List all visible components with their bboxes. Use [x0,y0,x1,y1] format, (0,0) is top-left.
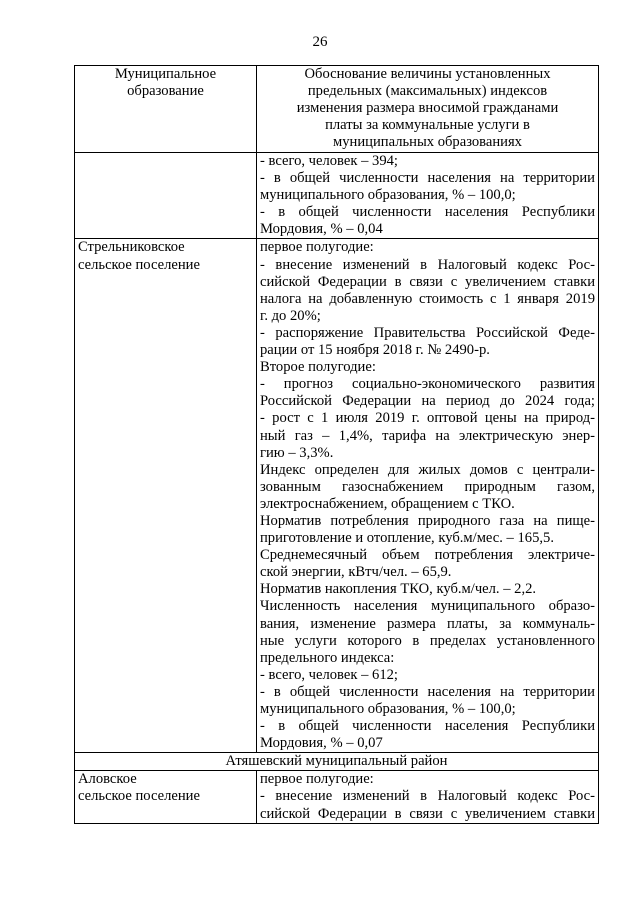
text-line: - в общей численности населения Республики [260,718,595,735]
table-row [75,239,599,753]
text-line: г. до 20%; [260,307,321,324]
text-line: - прогноз социально-экономического развития [260,376,595,393]
text-line: ные услуги которого в пределах установленного [260,632,595,649]
text-line: муниципального образования, % – 100,0; [260,701,516,717]
text-line: Российской Федерации на период до 2024 года; [260,393,595,410]
text-line: - всего, человек – 612; [260,666,398,683]
page-number: 26 [312,34,328,50]
text-line: налога на добавленную стоимость с 1 января 2019 [260,290,595,307]
text-line: ской энергии, кВтч/чел. – 65,9. [260,564,452,581]
text-line: Норматив накопления ТКО, куб.м/чел. – 2,2. [260,581,537,598]
district-heading: Атяшевский муниципальный район [75,753,599,771]
header-justification-line: муниципальных образованиях [333,134,522,151]
text-line: электроснабжением, обращением с ТКО. [260,495,515,512]
header-justification-line: предельных (максимальных) индексов [307,83,548,100]
header-justification [257,66,599,153]
text-line: - в общей численности населения Республики [260,204,595,221]
text-line: Индекс определен для жилых домов с централи- [260,461,595,478]
text-line: зованным газоснабжением природным газом, [260,478,595,495]
text-line: - распоряжение Правительства Российской Феде- [260,324,595,341]
justification-table [74,65,599,824]
text-line: Второе полугодие: [260,359,376,376]
text-line: - в общей численности населения на территории [260,683,595,700]
municipality-cell [75,239,257,753]
text-line: сийской Федерации в связи с увеличением ставки [260,273,595,290]
text-line: Численность населения муниципального образо- [260,598,595,615]
table-row [75,153,599,239]
text-line: Мордовия, % – 0,07 [260,735,383,752]
header-justification-line: Обоснование величины установленных [304,66,551,82]
text-line: первое полугодие: [260,771,374,788]
header-justification-line: платы за коммунальные услуги в [325,117,530,134]
municipality-type: сельское поселение [78,788,200,805]
table-header-row [75,66,599,153]
table-row [75,771,599,823]
municipality-type: сельское поселение [78,256,200,273]
text-line: сийской Федерации в связи с увеличением ставки [260,805,595,822]
text-line: - рост с 1 июля 2019 г. оптовой цены на природ- [260,410,595,427]
text-line: Среднемесячный объем потребления электриче- [260,547,595,564]
text-line: - внесение изменений в Налоговый кодекс Рос- [260,256,595,273]
text-line: приготовление и отопление, куб.м/мес. – 165,5. [260,530,554,547]
text-line: рации от 15 ноября 2018 г. № 2490-р. [260,342,490,359]
text-line: - внесение изменений в Налоговый кодекс Рос- [260,788,595,805]
header-municipality-line: Муниципальное [114,66,217,82]
text-line: ный газ – 1,4%, тарифа на электрическую энер- [260,427,595,444]
text-line: - в общей численности населения на территории [260,170,595,187]
justification-cell [257,153,599,239]
text-line: предельного индекса: [260,649,395,666]
municipality-name: Аловское [78,771,137,788]
text-line: Мордовия, % – 0,04 [260,221,383,238]
header-municipality [75,66,257,153]
header-municipality-line: образование [127,83,204,100]
justification-cell [257,239,599,753]
municipality-cell [75,771,257,823]
justification-cell [257,771,599,823]
district-heading-row [75,753,599,771]
text-line: - всего, человек – 394; [260,153,398,169]
municipality-cell [75,153,257,239]
municipality-name: Стрельниковское [78,239,185,256]
text-line: гию – 3,3%. [260,444,334,461]
text-line: муниципального образования, % – 100,0; [260,187,516,204]
text-line: первое полугодие: [260,239,374,256]
text-line: вания, изменение размера платы, за коммуналь- [260,615,595,632]
header-justification-line: изменения размера вносимой гражданами [296,100,559,117]
text-line: Норматив потребления природного газа на пище- [260,512,595,529]
